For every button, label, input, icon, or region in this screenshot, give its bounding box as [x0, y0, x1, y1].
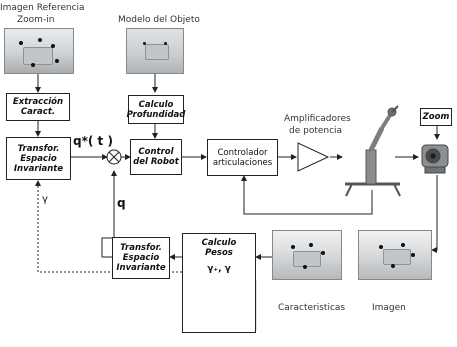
feature-point [164, 42, 167, 45]
feature-point [143, 42, 146, 45]
depth-calc-line-1: Calculo [138, 99, 174, 110]
amplifiers-label-line-2: de potencia [289, 126, 343, 136]
feature-extraction-line-2: Caract. [20, 107, 56, 117]
joint-controller-block [207, 139, 278, 176]
robot-control-line-1: Control [138, 147, 174, 157]
transform-bottom-line-1: Transfor. [120, 243, 162, 253]
zoom-block [420, 108, 452, 126]
reference-image [4, 28, 74, 74]
object-model-image [126, 28, 184, 74]
feature-point [55, 59, 59, 63]
feature-point [19, 41, 23, 45]
gamma-label: γ [42, 194, 48, 205]
robot-control-line-2: del Robot [133, 157, 179, 167]
depth-calc-line-2: Profundidad [126, 109, 186, 120]
gamma-pair-symbol: γ₊, γ [207, 264, 231, 274]
feature-point [31, 63, 35, 67]
feature-point [291, 245, 295, 249]
joint-controller-line-1: Controlador [217, 147, 268, 158]
robot-arm-illustration [344, 104, 402, 198]
features-image [272, 230, 342, 280]
depth-calculation-block [128, 95, 184, 124]
feature-point [391, 264, 395, 268]
invariant-space-transform-bottom [112, 237, 170, 279]
feature-point [401, 243, 405, 247]
q-label: q [117, 196, 126, 210]
feature-extraction-block [6, 93, 70, 121]
reference-object [23, 47, 53, 65]
joint-controller-line-2: articulaciones [212, 157, 273, 168]
transform-bottom-line-3: Invariante [116, 263, 166, 273]
features-object [293, 251, 321, 267]
object-model-label: Modelo del Objeto [118, 15, 200, 25]
q-star-label: q*( t ) [73, 134, 113, 148]
feature-point [38, 38, 42, 42]
feature-point [309, 243, 313, 247]
feature-point [51, 44, 55, 48]
camera-icon [420, 142, 450, 175]
feature-extraction-line-1: Extracción [12, 97, 64, 107]
transform-top-line-2: Espacio [20, 153, 57, 164]
zoom-label: Zoom [422, 112, 450, 122]
feature-point [379, 245, 383, 249]
feature-point [303, 265, 307, 269]
ref-zoom-label: Zoom-in [17, 15, 55, 25]
transform-top-line-1: Transfor. [17, 143, 60, 154]
ref-image-label: Imagen Referencia [0, 3, 85, 13]
transform-top-line-3: Invariante [13, 163, 64, 174]
model-object [145, 44, 169, 60]
current-object [383, 249, 411, 265]
current-image [358, 230, 432, 280]
weights-calc-line-1: Calculo [201, 238, 237, 248]
feature-point [321, 251, 325, 255]
feature-point [411, 253, 415, 257]
transform-bottom-line-2: Espacio [122, 253, 160, 263]
robot-control-block [130, 139, 182, 175]
invariant-space-transform-top [6, 137, 71, 180]
amplifiers-label-line-1: Amplificadores [284, 114, 351, 124]
features-label: Caracteristicas [278, 303, 346, 313]
image-label: Imagen [372, 303, 406, 313]
weights-calc-line-2: Pesos [205, 248, 233, 258]
weights-calculation-block [182, 233, 256, 333]
